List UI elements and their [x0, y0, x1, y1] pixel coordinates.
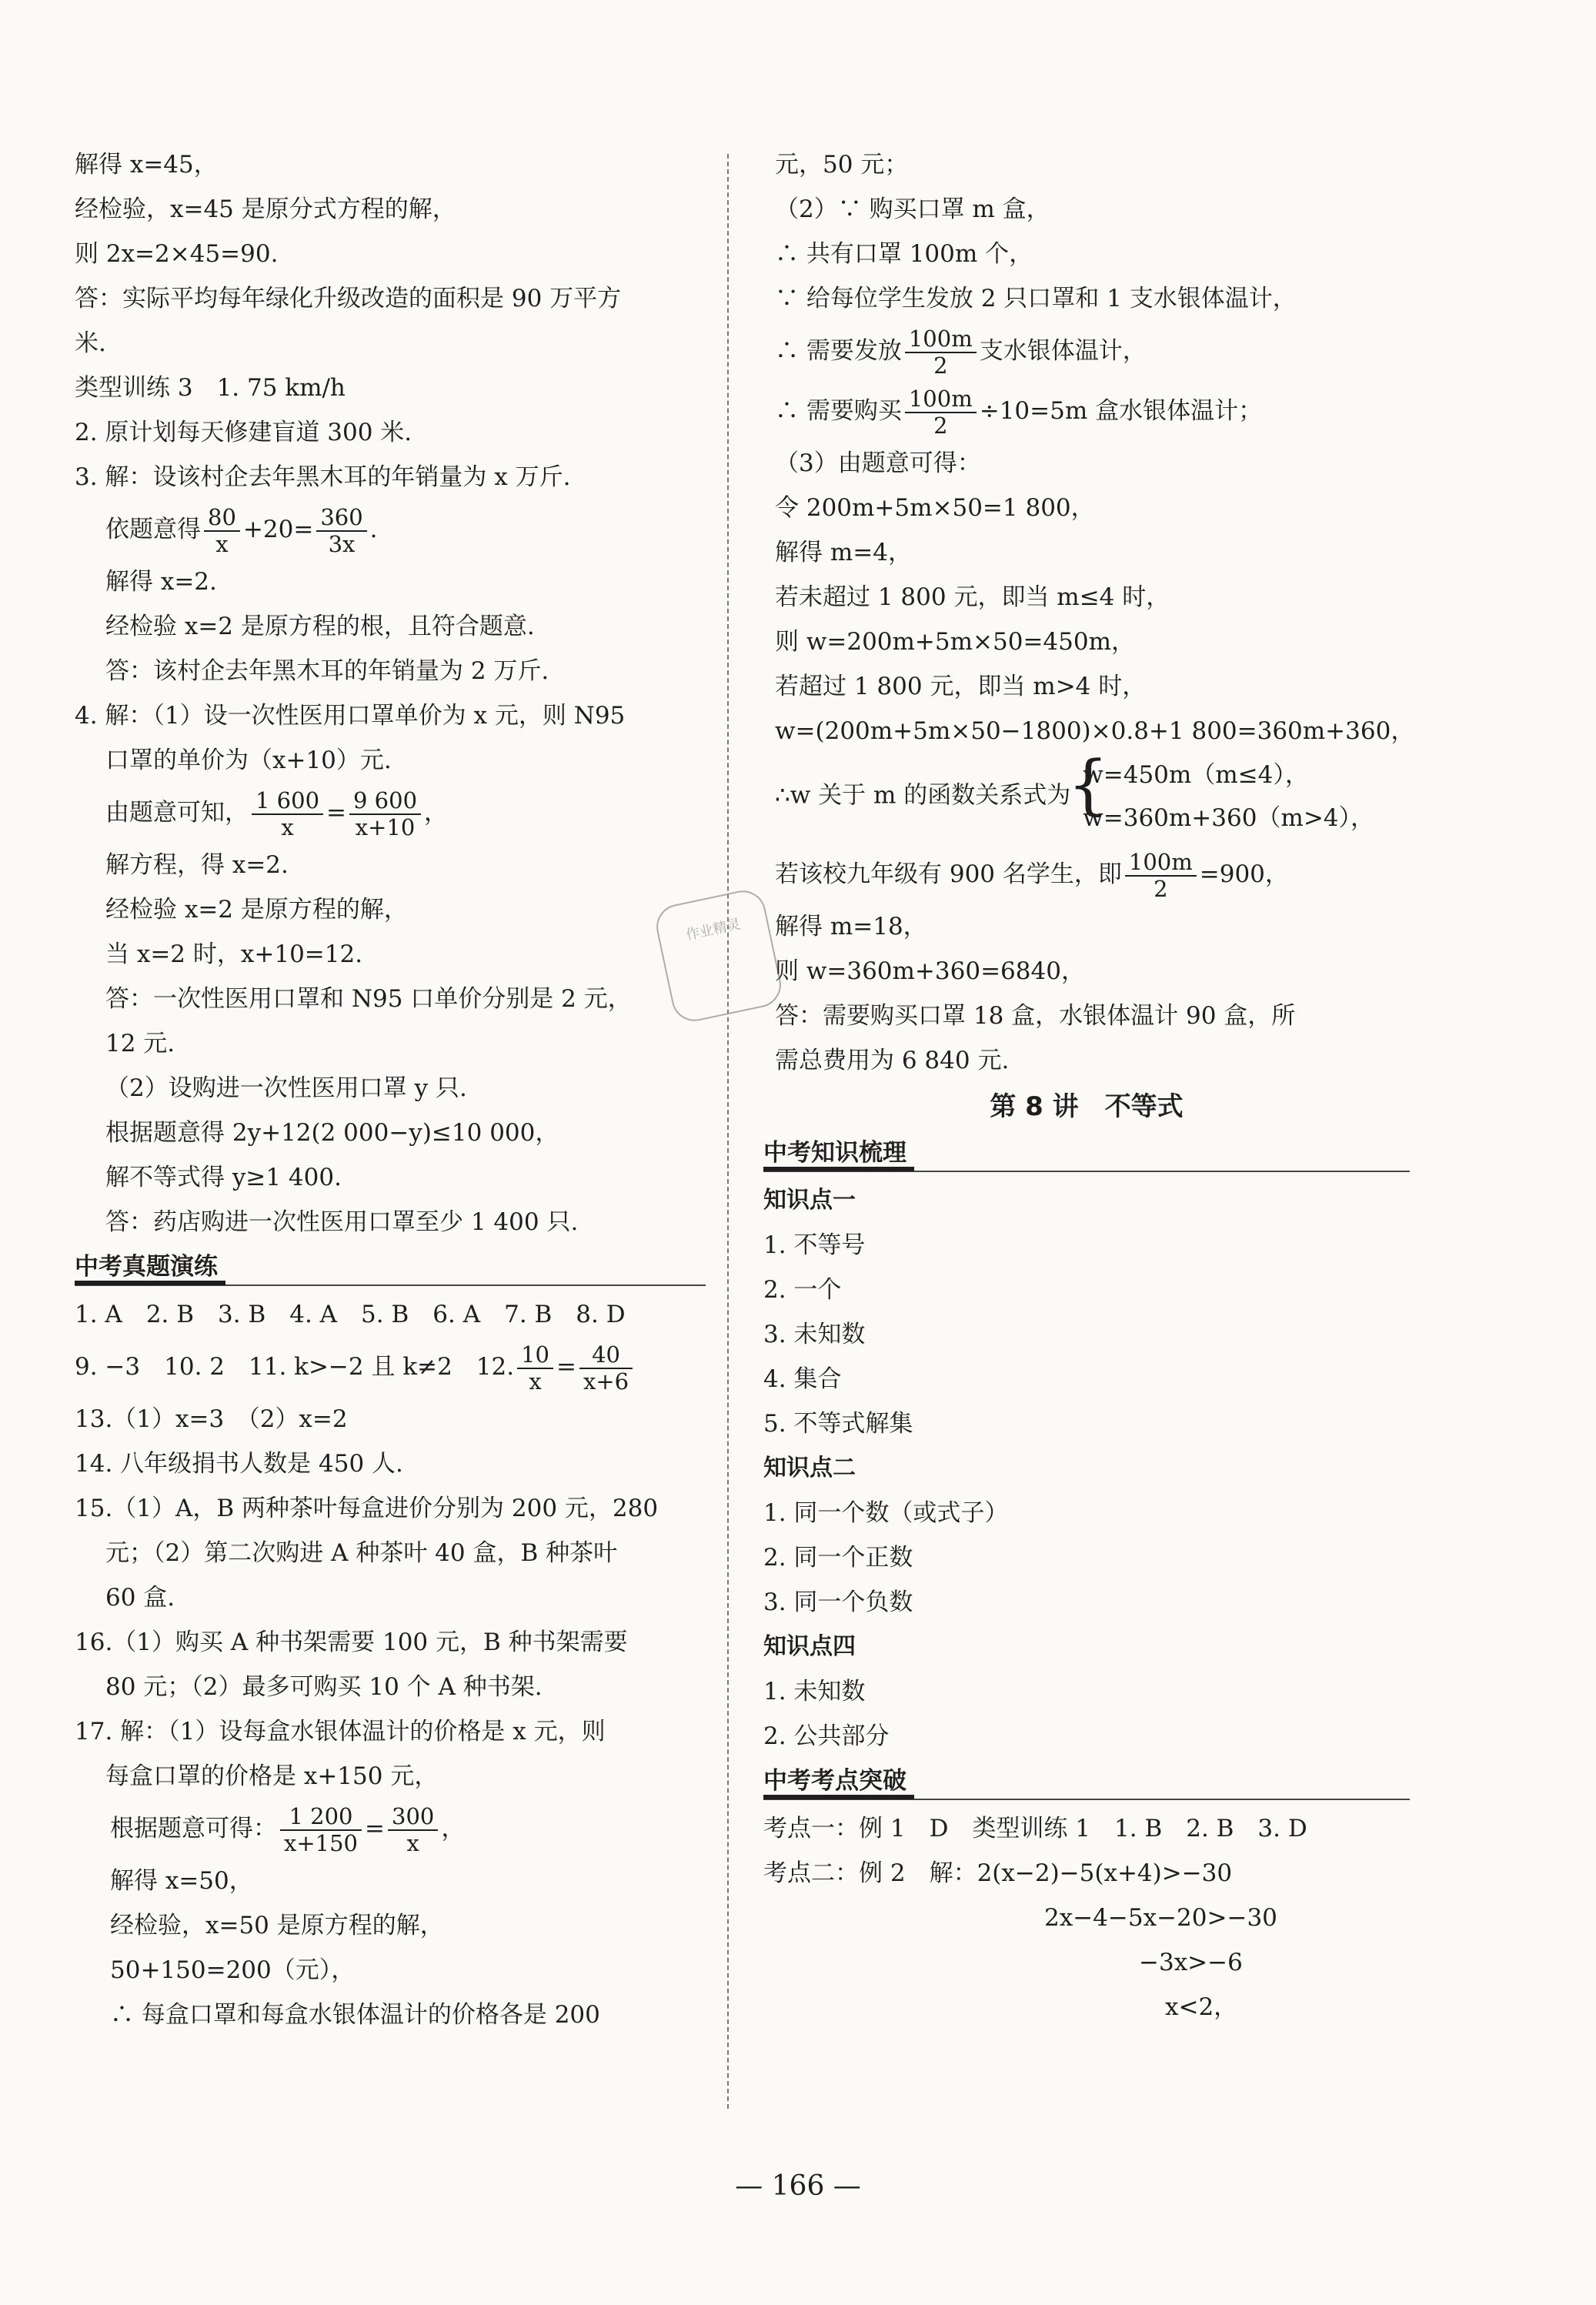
numerator: 9 600 — [349, 788, 421, 815]
text-line: 若未超过 1 800 元，即当 m≤4 时， — [775, 583, 1170, 611]
list-item: 2. 同一个正数 — [763, 1544, 913, 1572]
fraction — [204, 505, 240, 557]
text-line: 答：需要购买口罩 18 盒，水银体温计 90 盒，所 — [775, 1002, 1296, 1030]
equation-text: = — [326, 799, 347, 827]
text-line: 令 200m+5m×50=1 800， — [775, 494, 1095, 522]
text-line: 根据题意得 2y+12(2 000−y)≤10 000， — [105, 1119, 559, 1147]
numerator: 300 — [388, 1804, 438, 1831]
equation-text: =900， — [1199, 860, 1289, 888]
answer-line: 14. 八年级捐书人数是 450 人. — [75, 1450, 403, 1478]
numerator: 80 — [204, 505, 240, 532]
answer-line: 元；（2）第二次购进 A 种茶叶 40 盒，B 种茶叶 — [105, 1539, 618, 1567]
denominator: 3x — [328, 530, 356, 557]
fraction — [252, 788, 323, 840]
text-line: 类型训练 3 1. 75 km/h — [75, 374, 346, 402]
equation-text: ∴ 需要购买 — [775, 397, 902, 425]
equation-system — [1070, 753, 1374, 840]
numerator: 100m — [905, 326, 977, 353]
text-line: 解方程，得 x=2. — [105, 851, 289, 879]
equation-line — [763, 753, 1410, 844]
numerator: 40 — [579, 1342, 633, 1369]
right-column — [763, 142, 1415, 2029]
fraction — [388, 1804, 438, 1856]
text-line: 需总费用为 6 840 元. — [775, 1047, 1010, 1074]
equation-line — [75, 783, 706, 843]
fraction — [316, 505, 366, 557]
section-heading-label: 中考知识梳理 — [763, 1139, 914, 1171]
text-line: 答：该村企去年黑木耳的年销量为 2 万斤. — [105, 657, 549, 685]
fraction — [349, 788, 421, 840]
text-line: 4. 解：（1）设一次性医用口罩单价为 x 元，则 N95 — [75, 702, 626, 730]
answer-line: 1. A 2. B 3. B 4. A 5. B 6. A 7. B 8. D — [75, 1301, 626, 1328]
text-line: 解得 x=2. — [105, 568, 217, 596]
equation-text: 若该校九年级有 900 名学生，即 — [775, 860, 1122, 888]
text-line: ∴ 共有口罩 100m 个， — [775, 240, 1033, 268]
list-item: 1. 未知数 — [763, 1678, 866, 1705]
equation-line — [75, 499, 706, 560]
list-item: 2. 一个 — [763, 1276, 842, 1304]
stamp-text: 作业精灵 — [684, 916, 743, 944]
text-line: 答：实际平均每年绿化升级改造的面积是 90 万平方 — [75, 285, 622, 312]
text-line: 解得 x=45， — [75, 151, 218, 179]
equation-text: ， — [441, 1815, 466, 1842]
denominator: x — [406, 1829, 419, 1856]
answer-line: 16.（1）购买 A 种书架需要 100 元，B 种书架需要 — [75, 1629, 628, 1656]
text-line: 元，50 元； — [775, 151, 909, 179]
answer-line — [75, 1337, 706, 1397]
list-item: 3. 未知数 — [763, 1321, 866, 1348]
answer-line: 13.（1）x=3 （2）x=2 — [75, 1405, 348, 1433]
list-item: 1. 不等号 — [763, 1231, 866, 1259]
denominator: x+6 — [583, 1368, 629, 1395]
numerator: 10 — [517, 1342, 553, 1369]
list-item: 3. 同一个负数 — [763, 1588, 913, 1616]
list-item: 5. 不等式解集 — [763, 1410, 913, 1438]
fraction — [905, 326, 977, 379]
denominator: x — [529, 1368, 542, 1395]
fraction — [517, 1342, 553, 1395]
list-item: 4. 集合 — [763, 1365, 842, 1393]
section-heading — [75, 1244, 706, 1292]
equation-text: ∴ 需要发放 — [775, 337, 902, 365]
knowledge-point-title: 知识点一 — [763, 1187, 856, 1214]
equation-text: . — [369, 516, 378, 543]
equation-line — [763, 321, 1410, 381]
equation-text: +20= — [242, 516, 314, 543]
knowledge-point-title: 知识点四 — [763, 1633, 856, 1660]
section-heading-label: 中考真题演练 — [75, 1253, 225, 1285]
text-line: 3. 解：设该村企去年黑木耳的年销量为 x 万斤. — [75, 463, 571, 491]
fraction — [1125, 850, 1197, 902]
text-line: x<2， — [1165, 1993, 1238, 2021]
text-line: 经检验 x=2 是原方程的根，且符合题意. — [105, 613, 535, 640]
text-line: 米. — [75, 329, 106, 357]
equation-text: = — [365, 1815, 385, 1842]
answer-line: 经检验，x=50 是原方程的解， — [110, 1912, 444, 1939]
text-line: 考点二：例 2 解：2(x−2)−5(x+4)>−30 — [763, 1859, 1233, 1887]
denominator: 2 — [933, 412, 948, 439]
equation-text: 由题意可知， — [105, 799, 249, 827]
answer-line: 80 元；（2）最多可购买 10 个 A 种书架. — [105, 1673, 543, 1701]
numerator: 360 — [316, 505, 366, 532]
answer-line: 每盒口罩的价格是 x+150 元， — [105, 1762, 439, 1790]
text-line: 则 2x=2×45=90. — [75, 240, 279, 268]
numerator: 1 200 — [280, 1804, 362, 1831]
answer-line: 50+150=200（元）， — [110, 1956, 356, 1984]
text-line: （3）由题意可得： — [775, 449, 981, 477]
text-line: w=(200m+5m×50−1800)×0.8+1 800=360m+360， — [775, 717, 1415, 745]
text-line: 2x−4−5x−20>−30 — [1044, 1904, 1277, 1932]
list-item: 2. 公共部分 — [763, 1722, 890, 1750]
numerator: 1 600 — [252, 788, 323, 815]
equation-text: ÷10=5m 盒水银体温计； — [979, 397, 1263, 425]
fraction — [280, 1804, 362, 1856]
text-line: 口罩的单价为（x+10）元. — [105, 747, 392, 774]
equation-line — [763, 381, 1410, 441]
text-line: 考点一：例 1 D 类型训练 1 1. B 2. B 3. D — [763, 1815, 1307, 1842]
equation-line — [763, 844, 1410, 904]
text-line: ∵ 给每位学生发放 2 只口罩和 1 支水银体温计， — [775, 285, 1297, 312]
numerator: 100m — [905, 386, 977, 413]
answer-line: 60 盒. — [105, 1584, 175, 1612]
list-item: 1. 同一个数（或式子） — [763, 1499, 1009, 1527]
denominator: x+150 — [284, 1829, 359, 1856]
answer-line: 17. 解：（1）设每盒水银体温计的价格是 x 元，则 — [75, 1718, 606, 1745]
text-line: 则 w=360m+360=6840， — [775, 957, 1085, 985]
text-line: 解不等式得 y≥1 400. — [105, 1164, 342, 1191]
text-line: 则 w=200m+5m×50=450m， — [775, 628, 1135, 656]
equation-text: ∴w 关于 m 的函数关系式为 — [775, 781, 1071, 810]
text-line: 经检验 x=2 是原方程的解， — [105, 896, 408, 924]
section-heading-label: 中考考点突破 — [763, 1767, 914, 1799]
answer-line: 解得 x=50， — [110, 1867, 253, 1895]
text-line: 解得 m=4， — [775, 539, 912, 566]
fraction — [905, 386, 977, 439]
text-line: 若超过 1 800 元，即当 m>4 时， — [775, 673, 1147, 700]
numerator: 100m — [1125, 850, 1197, 877]
equation-text: 依题意得 — [105, 516, 201, 543]
text-line: −3x>−6 — [1139, 1949, 1243, 1976]
text-line: 解得 m=18， — [775, 913, 927, 940]
text-line: 经检验，x=45 是原分式方程的解， — [75, 195, 456, 223]
column-divider — [727, 154, 729, 2109]
equation-text: 支水银体温计， — [979, 337, 1147, 365]
page-number: — 166 — — [735, 2170, 861, 2202]
denominator: x — [215, 530, 229, 557]
equation-line — [75, 1799, 706, 1859]
section-heading — [763, 1131, 1410, 1178]
text-line: 答：药店购进一次性医用口罩至少 1 400 只. — [105, 1208, 579, 1236]
text-line: 12 元. — [105, 1030, 175, 1057]
equation-text: ， — [424, 799, 449, 827]
text-line: 2. 原计划每天修建盲道 300 米. — [75, 419, 412, 446]
left-column — [75, 142, 706, 2037]
answer-text: = — [556, 1353, 576, 1381]
denominator: x — [281, 813, 294, 840]
section-heading — [763, 1759, 1410, 1806]
answer-line: 15.（1）A，B 两种茶叶每盒进价分别为 200 元，280 — [75, 1495, 659, 1522]
denominator: 2 — [933, 352, 948, 379]
system-row: { w=450m（m≤4）， — [1083, 761, 1309, 789]
fraction — [579, 1342, 633, 1395]
denominator: x+10 — [355, 813, 416, 840]
knowledge-point-title: 知识点二 — [763, 1455, 856, 1482]
equation-text: 根据题意可得： — [110, 1815, 277, 1842]
chapter-title: 第 8 讲 不等式 — [990, 1091, 1184, 1122]
system-row: w=360m+360（m>4）， — [1083, 804, 1375, 832]
answer-line: ∴ 每盒口罩和每盒水银体温计的价格各是 200 — [110, 2001, 600, 2029]
text-line: 当 x=2 时，x+10=12. — [105, 940, 363, 968]
answer-text: 9. −3 10. 2 11. k>−2 且 k≠2 12. — [75, 1353, 515, 1381]
text-line: （2）设购进一次性医用口罩 y 只. — [105, 1074, 467, 1102]
denominator: 2 — [1154, 875, 1168, 902]
text-line: 答：一次性医用口罩和 N95 口单价分别是 2 元， — [105, 985, 632, 1013]
text-line: （2）∵ 购买口罩 m 盒， — [775, 195, 1050, 223]
